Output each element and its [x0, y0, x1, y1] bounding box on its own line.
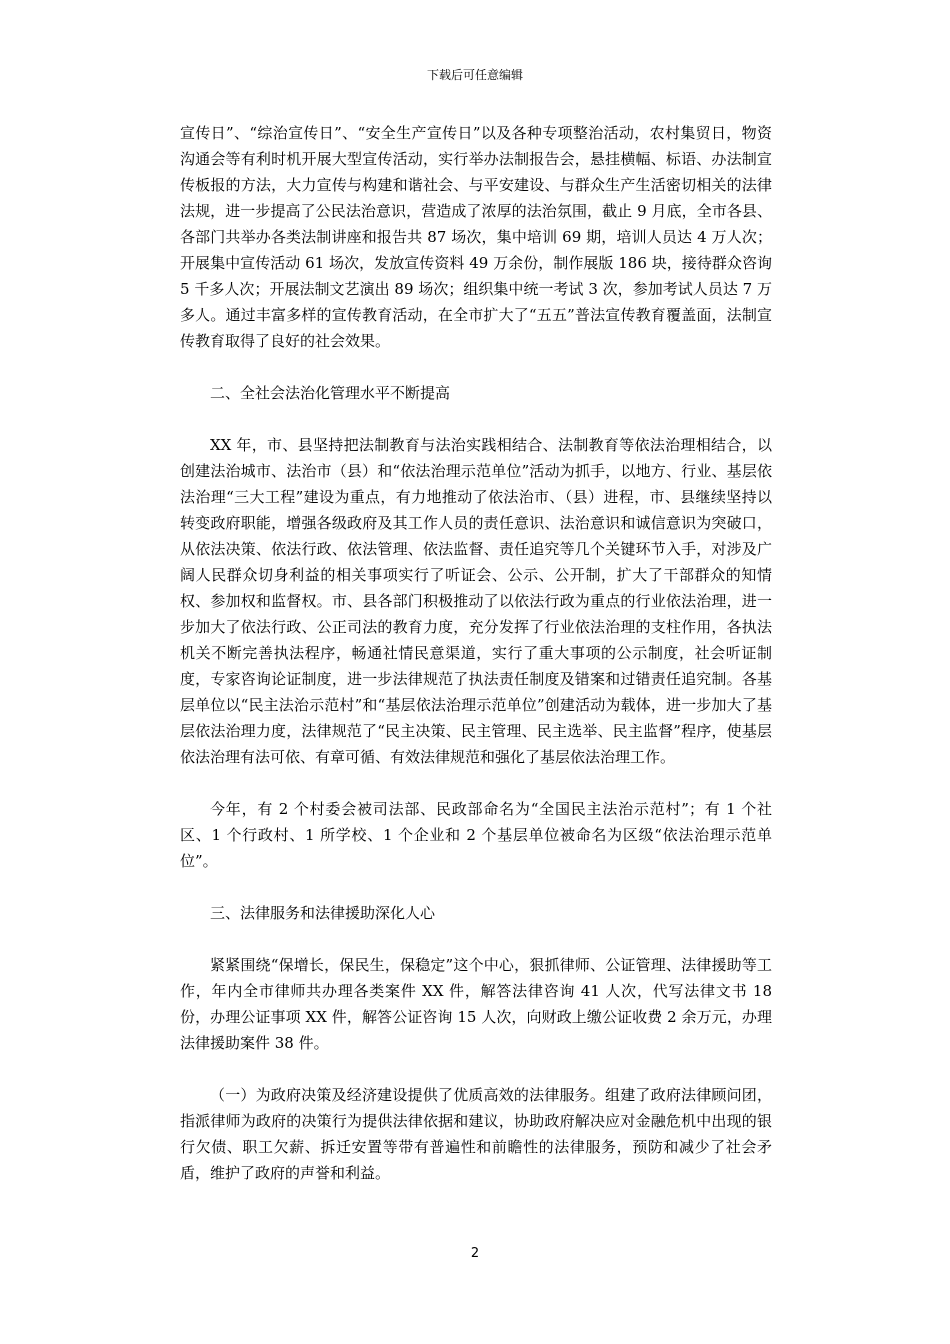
paragraph-propaganda-activities: 宣传日”、“综治宣传日”、“安全生产宣传日”以及各种专项整治活动，农村集贸日，物资沟通会等有利时机开展大型宣传活动，实行举办法制报告会，悬挂横幅、标语、办法制宣传板报的方法，大力宣传与构建和谐社会、与平安建设、与群众生产生活密切相关的法律法规，进一步提高了公民法治意识，营造成了浓厚的法治氛围，截止 9 月底，全市各县、各部门共举办各类法制讲座和报告共 87 场次，集中培训 69 期，培训人员达 4 万人次；开展集中宣传活动 61 场次，发放宣传资料 49 万余份，制作展版 186 块，接待群众咨询 5 千多人次；开展法制文艺演出 89 场次；组织集中统一考试 3 次，参加考试人员达 7 万多人。通过丰富多样的宣传教育活动，在全市扩大了“五五”普法宣传教育覆盖面，法制宣传教育取得了良好的社会效果。	[180, 124, 772, 350]
section-heading-three: 三、法律服务和法律援助深化人心	[210, 904, 436, 922]
page-number: 2	[470, 1246, 480, 1261]
document-body	[180, 120, 772, 1186]
paragraph-government-legal-advice: （一）为政府决策及经济建设提供了优质高效的法律服务。组建了政府法律顾问团，指派律师为政府的决策行为提供法律依据和建议，协助政府解决应对金融危机中出现的银行欠债、职工欠薪、拆迁安置等带有普遍性和前瞻性的法律服务，预防和减少了社会矛盾，维护了政府的声誉和利益。	[180, 1086, 772, 1182]
paragraph-rule-of-law-management: XX 年，市、县坚持把法制教育与法治实践相结合、法制教育等依法治理相结合，以创建法治城市、法治市（县）和“依法治理示范单位”活动为抓手，以地方、行业、基层依法治理“三大工程”建设为重点，有力地推动了依法治市、（县）进程，市、县继续坚持以转变政府职能，增强各级政府及其工作人员的责任意识、法治意识和诚信意识为突破口，从依法决策、依法行政、依法管理、依法监督、责任追究等几个关键环节入手，对涉及广阔人民群众切身利益的相关事项实行了听证会、公示、公开制，扩大了干部群众的知情权、参加权和监督权。市、县各部门积极推动了以依法行政为重点的行业依法治理，进一步加大了依法行政、公正司法的教育力度，充分发挥了行业依法治理的支柱作用，各执法机关不断完善执法程序，畅通社情民意渠道，实行了重大事项的公示制度，社会听证制度，专家咨询论证制度，进一步法律规范了执法责任制度及错案和过错责任追究制。各基层单位以“民主法治示范村”和“基层依法治理示范单位”创建活动为载体，进一步加大了基层依法治理力度，法律规范了“民主决策、民主管理、民主选举、民主监督”程序，使基层依法治理有法可依、有章可循、有效法律规范和强化了基层依法治理工作。	[180, 436, 772, 766]
paragraph-legal-services: 紧紧围绕“保增长，保民生，保稳定”这个中心，狠抓律师、公证管理、法律援助等工作，年内全市律师共办理各类案件 XX 件，解答法律咨询 41 人次，代写法律文书 18 份，办理公证事项 XX 件，解答公证咨询 15 人次，向财政上缴公证收费 2 余万元，办理法律援助案件 38 件。	[180, 956, 772, 1052]
paragraph-demonstration-units: 今年，有 2 个村委会被司法部、民政部命名为“全国民主法治示范村”；有 1 个社区、1 个行政村、1 所学校、1 个企业和 2 个基层单位被命名为区级“依法治理示范单位”。	[180, 800, 772, 870]
page-header: 下载后可任意编辑	[426, 68, 523, 82]
section-heading-two: 二、全社会法治化管理水平不断提高	[210, 384, 451, 402]
